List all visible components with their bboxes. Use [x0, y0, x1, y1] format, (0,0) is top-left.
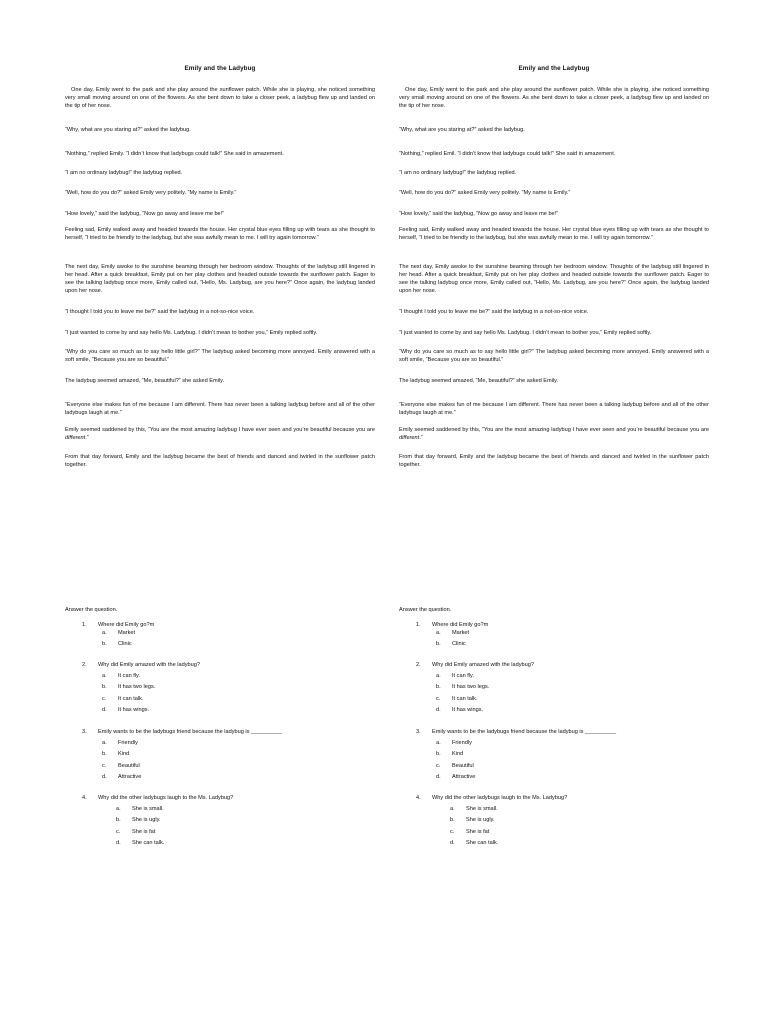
- option-letter: b.: [450, 817, 455, 824]
- question-number: 2.: [82, 662, 87, 668]
- answer-heading: Answer the question.: [399, 607, 452, 613]
- option-letter: c.: [436, 695, 441, 702]
- story-paragraph: The next day, Emily awoke to the sunshine beaming through her bedroom window. Thoughts of the ladybug still lingered in her head. After a quick breakfast, Emily put on her play clothes and headed outside towards the sunflower patch. Eager to see the talking ladybug once more, Emily called out, “Hello, Ms. Ladybug, are you here?” Once again, the ladybug landed upon her nose.: [65, 264, 375, 295]
- option-label: It can talk.: [118, 695, 144, 702]
- story-paragraph: One day, Emily went to the park and she play around the sunflower patch. While she is playing, she noticed something very small moving around on one of the flowers. As she bent down to take a closer peek, a ladybug flew up and landed on the tip of her nose.: [399, 87, 709, 110]
- question-text: Why did Emily amazed with the ladybug?: [98, 662, 200, 668]
- story-paragraph: “I thought I told you to leave me be?” said the ladybug in a not-so-nice voice.: [399, 309, 589, 315]
- option-letter: d.: [450, 839, 455, 846]
- answer-heading: Answer the question.: [65, 607, 118, 613]
- option-label: Attractive: [118, 773, 142, 780]
- story-paragraph: “I am no ordinary ladybug!” the ladybug replied.: [399, 170, 517, 176]
- story-paragraph: Feeling sad, Emily walked away and headed towards the house. Her crystal blue eyes filling up with tears as she thought to herself, “I tried to be friendly to the ladybug, but she was awfully mean to me. I will try again tomorrow.”: [65, 227, 375, 242]
- emphasis-text: different: [399, 435, 420, 442]
- option-label: She is fat: [132, 828, 156, 835]
- question-text: Emily wants to be the ladybugs friend because the ladybug is __________: [432, 729, 617, 735]
- question-text: Where did Emily go?m: [98, 622, 155, 628]
- option-label: She is small.: [466, 806, 498, 812]
- story-paragraph: “Everyone else makes fun of me because I am different. There has never been a talking ladybug before and all of the other ladybugs laugh at me.”: [399, 402, 709, 417]
- option-letter: c.: [116, 828, 121, 835]
- paragraph-text: Emily seemed saddened by this, “You are the most amazing ladybug I have ever seen and you’re beautiful because you are: [65, 427, 375, 433]
- paragraph-end: .”: [85, 435, 89, 442]
- option-letter: b.: [102, 641, 107, 648]
- question-number: 3.: [416, 729, 421, 735]
- paragraph-text: Emily seemed saddened by this, “You are the most amazing ladybug I have ever seen and you’re beautiful because you are: [399, 427, 709, 433]
- option-letter: a.: [436, 740, 441, 746]
- story-paragraph: [65, 426, 375, 442]
- option-letter: b.: [116, 817, 121, 824]
- story-paragraph: “How lovely,” said the ladybug, “Now go away and leave me be!”: [65, 211, 225, 217]
- option-label: Beautiful: [452, 762, 474, 769]
- story-paragraph: “Why do you care so much as to say hello little girl?” The ladybug asked becoming more annoyed. Emily answered with a soft smile, “Because you are so beautiful.”: [399, 349, 709, 364]
- question-number: 3.: [82, 729, 87, 735]
- story-paragraph: “Nothing,” replied Emily. “I didn’t know that ladybugs could talk!” She said in amazement.: [65, 151, 284, 157]
- story-paragraph: The ladybug seemed amazed, “Me, beautiful?” she asked Emily.: [65, 378, 225, 384]
- option-label: She is fat: [466, 828, 490, 835]
- option-label: Friendly: [452, 740, 472, 746]
- emphasis-text: different: [65, 435, 86, 442]
- option-letter: d.: [116, 839, 121, 846]
- option-letter: b.: [436, 641, 441, 648]
- option-label: Beautiful: [118, 762, 140, 769]
- question-text: Emily wants to be the ladybugs friend because the ladybug is __________: [98, 729, 283, 735]
- story-paragraph: “Nothing,” replied Emil. “I didn’t know that ladybugs could talk!” She said in amazement.: [399, 151, 616, 157]
- option-letter: c.: [102, 695, 107, 702]
- question-text: Why did Emily amazed with the ladybug?: [432, 662, 534, 668]
- story-paragraph: [399, 426, 709, 442]
- paragraph-end: .”: [419, 435, 423, 442]
- question-number: 2.: [416, 662, 421, 668]
- story-paragraph: The next day, Emily awoke to the sunshine beaming through her bedroom window. Thoughts of the ladybug still lingered in her head. After a quick breakfast, Emily put on her play clothes and headed outside towards the sunflower patch. Eager to see the talking ladybug once more, Emily called out, “Hello, Ms. Ladybug, are you here?” Once again, the ladybug landed upon her nose.: [399, 264, 709, 295]
- option-label: She is small.: [132, 806, 164, 812]
- option-letter: c.: [102, 762, 107, 769]
- option-letter: c.: [450, 828, 455, 835]
- option-letter: b.: [102, 684, 107, 691]
- option-label: She can talk.: [466, 839, 499, 846]
- worksheet-title: Emily and the Ladybug: [184, 65, 256, 72]
- option-letter: b.: [102, 751, 107, 758]
- option-letter: d.: [436, 773, 441, 780]
- story-paragraph: “Well, how do you do?” asked Emily very politely. “My name is Emily.”: [65, 190, 237, 196]
- option-label: It has two legs.: [118, 684, 156, 691]
- option-letter: a.: [436, 630, 441, 636]
- question-number: 1.: [416, 622, 421, 628]
- option-letter: b.: [436, 684, 441, 691]
- story-paragraph: Feeling sad, Emily walked away and headed towards the house. Her crystal blue eyes filling up with tears as she thought to herself, “I tried to be friendly to the ladybug, but she was awfully mean to me. I will try again tomorrow.”: [399, 227, 709, 242]
- question-number: 4.: [416, 795, 421, 801]
- option-label: Market: [118, 630, 136, 636]
- option-label: She is ugly.: [466, 817, 495, 824]
- worksheet-title: Emily and the Ladybug: [518, 65, 590, 72]
- option-letter: d.: [102, 773, 107, 780]
- story-paragraph: “I just wanted to come by and say hello Ms. Ladybug. I didn’t mean to bother you,” Emily replied softly.: [399, 330, 652, 336]
- story-paragraph: “I am no ordinary ladybug!” the ladybug replied.: [65, 170, 183, 176]
- question-text: Where did Emily go?m: [432, 622, 489, 628]
- story-paragraph: “Everyone else makes fun of me because I am different. There has never been a talking ladybug before and all of the other ladybugs laugh at me.”: [65, 402, 375, 417]
- option-label: Clinic: [452, 641, 466, 648]
- option-label: It has wings.: [118, 706, 150, 713]
- option-letter: d.: [436, 706, 441, 713]
- option-letter: a.: [102, 630, 107, 636]
- option-letter: a.: [102, 740, 107, 746]
- option-label: Market: [452, 630, 470, 636]
- story-paragraph: The ladybug seemed amazed, “Me, beautiful?” she asked Emily.: [399, 378, 559, 384]
- question-number: 4.: [82, 795, 87, 801]
- option-label: Attractive: [452, 773, 476, 780]
- option-letter: a.: [102, 673, 107, 679]
- story-paragraph: “Why, what are you staring at?” asked the ladybug.: [65, 127, 191, 133]
- question-text: Why did the other ladybugs laugh to the Ms. Ladybug?: [432, 795, 568, 801]
- story-paragraph: “I just wanted to come by and say hello Ms. Ladybug. I didn’t mean to bother you,” Emily replied softly.: [65, 330, 318, 336]
- option-label: Friendly: [118, 740, 138, 746]
- option-label: Clinic: [118, 641, 132, 648]
- option-label: It can talk.: [452, 695, 478, 702]
- story-paragraph: One day, Emily went to the park and she play around the sunflower patch. While she is playing, she noticed something very small moving around on one of the flowers. As she bent down to take a closer peek, a ladybug flew up and landed on the tip of her nose.: [65, 87, 375, 110]
- story-paragraph: From that day forward, Emily and the ladybug became the best of friends and danced and twirled in the sunflower patch together.: [399, 454, 709, 469]
- option-letter: a.: [450, 806, 455, 812]
- option-letter: a.: [116, 806, 121, 812]
- option-label: It has wings.: [452, 706, 484, 713]
- story-paragraph: “I thought I told you to leave me be?” said the ladybug in a not-so-nice voice.: [65, 309, 255, 315]
- story-paragraph: “Well, how do you do?” asked Emily very politely. “My name is Emily.”: [399, 190, 571, 196]
- story-paragraph: From that day forward, Emily and the ladybug became the best of friends and danced and twirled in the sunflower patch together.: [65, 454, 375, 469]
- option-label: It can fly.: [452, 673, 474, 679]
- question-number: 1.: [82, 622, 87, 628]
- option-label: She is ugly.: [132, 817, 161, 824]
- story-paragraph: “Why do you care so much as to say hello little girl?” The ladybug asked becoming more annoyed. Emily answered with a soft smile, “Because you are so beautiful.”: [65, 349, 375, 364]
- option-label: Kind: [118, 751, 130, 758]
- option-letter: d.: [102, 706, 107, 713]
- option-letter: c.: [436, 762, 441, 769]
- option-label: It can fly.: [118, 673, 140, 679]
- story-paragraph: “How lovely,” said the ladybug, “Now go away and leave me be!”: [399, 211, 559, 217]
- option-letter: b.: [436, 751, 441, 758]
- story-paragraph: “Why, what are you staring at?” asked the ladybug.: [399, 127, 525, 133]
- option-letter: a.: [436, 673, 441, 679]
- question-text: Why did the other ladybugs laugh to the Ms. Ladybug?: [98, 795, 234, 801]
- option-label: She can talk.: [132, 839, 165, 846]
- option-label: Kind: [452, 751, 464, 758]
- option-label: It has two legs.: [452, 684, 490, 691]
